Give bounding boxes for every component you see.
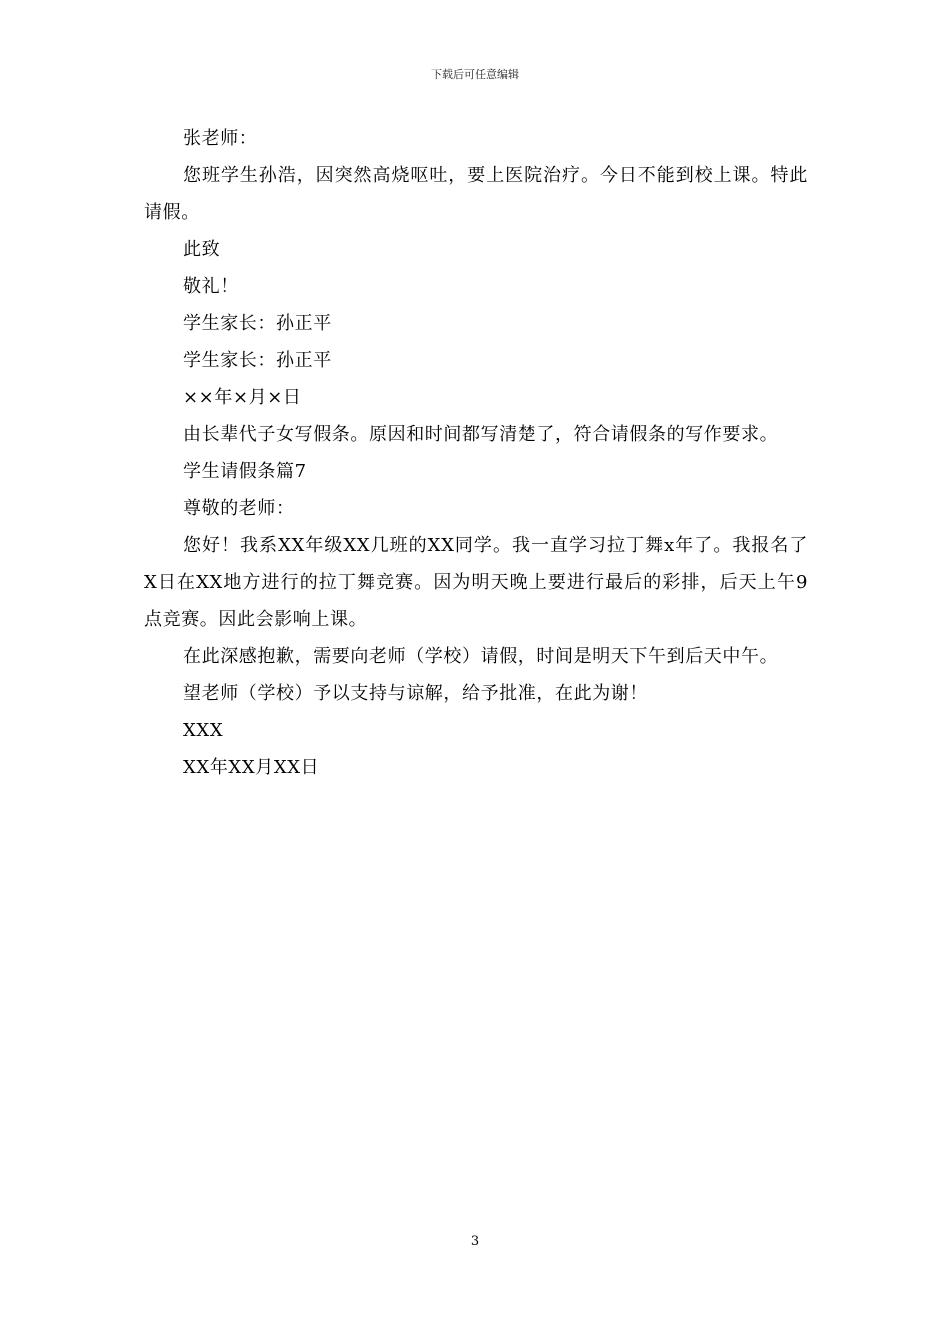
closing-line: 此致 [183, 239, 221, 260]
body-paragraph: 您班学生孙浩，因突然高烧呕吐，要上医院治疗。今日不能到校上课。特此请假。 [144, 165, 808, 223]
commentary-paragraph: 由长辈代子女写假条。原因和时间都写清楚了，符合请假条的写作要求。 [183, 424, 779, 445]
salutation: 尊敬的老师： [183, 498, 295, 519]
signature-line: 学生家长：孙正平 [183, 350, 332, 371]
signature-line: XXX [183, 720, 224, 741]
body-paragraph: 您好！我系XX年级XX几班的XX同学。我一直学习拉丁舞x年了。我报名了X日在XX地方进行的拉丁舞竞赛。因为明天晚上要进行最后的彩排，后天上午9点竞赛。因此会影响上课。 [144, 535, 808, 630]
document-body [144, 120, 808, 786]
closing-line: 敬礼！ [183, 276, 239, 297]
section-heading: 学生请假条篇7 [183, 461, 307, 482]
header-note: 下载后可任意编辑 [431, 68, 519, 81]
signature-line: 学生家长：孙正平 [183, 313, 332, 334]
salutation: 张老师： [183, 128, 258, 149]
body-paragraph: 望老师（学校）予以支持与谅解，给予批准，在此为谢！ [183, 683, 648, 704]
date-line: XX年XX月XX日 [183, 757, 320, 778]
page-number: 3 [470, 1234, 480, 1249]
date-line: ××年×月×日 [183, 387, 302, 408]
body-paragraph: 在此深感抱歉，需要向老师（学校）请假，时间是明天下午到后天中午。 [183, 646, 779, 667]
